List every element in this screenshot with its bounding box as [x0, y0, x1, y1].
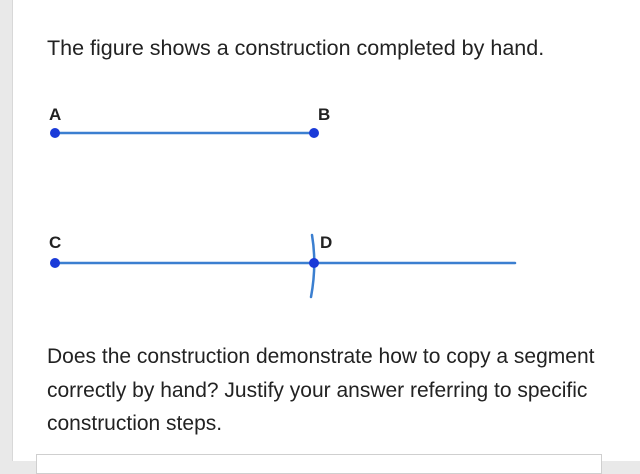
question-intro: The figure shows a construction completed by hand. — [47, 36, 545, 60]
point-a — [50, 128, 60, 138]
label-b: B — [318, 105, 331, 124]
point-b — [309, 128, 319, 138]
point-d — [309, 258, 319, 268]
point-c — [50, 258, 60, 268]
question-card — [12, 0, 640, 461]
label-c: C — [49, 233, 62, 252]
question-text: Does the construction demonstrate how to copy a segment correctly by hand? Justify your answer referring to specific construction steps. — [47, 345, 595, 435]
answer-input[interactable] — [36, 454, 602, 474]
label-a: A — [49, 105, 62, 124]
label-d: D — [320, 233, 333, 252]
